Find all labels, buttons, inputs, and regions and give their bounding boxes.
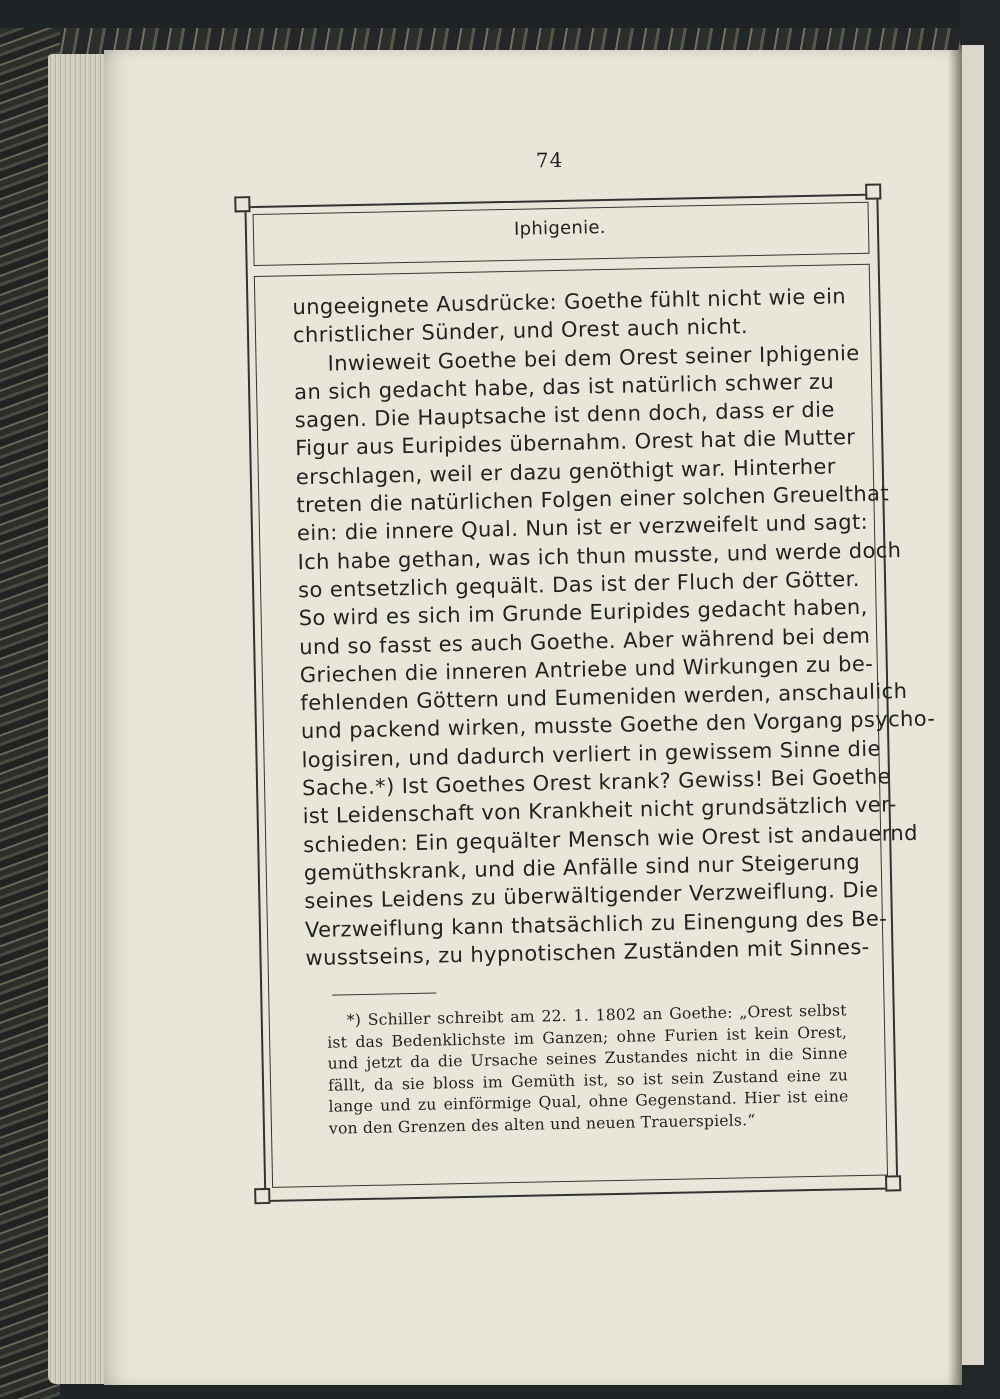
frame-corner-bottom-left [254, 1188, 270, 1204]
text-line: sagen. Die Hauptsache ist denn doch, dass er die [294, 397, 835, 433]
text-line: Figur aus Euripides übernahm. Orest hat die Mutter [295, 425, 856, 461]
text-line: seines Leidens zu überwältigender Verzweiflung. Die [304, 877, 879, 914]
text-line: Verzweiflung kann thatsächlich zu Einengung des Be- [304, 906, 888, 942]
page-number: 74 [535, 147, 564, 173]
text-line: erschlagen, weil er dazu genöthigt war. Hinterher [295, 454, 837, 490]
text-line: Inwieweit Goethe bei dem Orest seiner Iphigenie [327, 340, 860, 376]
text-line: und so fasst es auch Goethe. Aber während bei dem [299, 623, 871, 659]
frame-corner-top-left [234, 196, 250, 212]
text-line: gemüthskrank, und die Anfälle sind nur Steigerung [303, 849, 861, 886]
footnote [327, 1000, 849, 1140]
text-line: ein: die innere Qual. Nun ist er verzweifelt und sagt: [296, 510, 869, 546]
text-line: So wird es sich im Grunde Euripides gedacht haben, [298, 595, 868, 631]
text-line: wusstseins, zu hypnotischen Zuständen mit Sinnes- [305, 934, 870, 970]
text-line: so entsetzlich gequält. Das ist der Fluch der Götter. [297, 566, 861, 603]
text-line: Griechen die inneren Antriebe und Wirkungen zu be- [299, 651, 874, 688]
frame-corner-bottom-right [885, 1175, 901, 1191]
text-line: christlicher Sünder, und Orest auch nicht. [292, 314, 749, 348]
footnote-line: fällt, da sie bloss im Gemüth ist, so ist sein Zustand eine zu [327, 1066, 849, 1095]
text-line: Sache.*) Ist Goethes Orest krank? Gewiss! Bei Goethe [301, 764, 892, 801]
text-line: Ich habe gethan, was ich thun musste, und werde doch [297, 537, 902, 574]
text-line: und packend wirken, musste Goethe den Vorgang psycho- [300, 706, 936, 744]
text-line: schieden: Ein gequälter Mensch wie Orest ist andauernd [303, 820, 919, 857]
footnote-line: und jetzt da die Ursache seines Zustandes nicht in die Sinne [327, 1044, 848, 1073]
running-title: Iphigenie. [513, 216, 607, 240]
frame-corner-top-right [865, 183, 881, 199]
text-line: an sich gedacht habe, das ist natürlich schwer zu [293, 369, 835, 405]
text-line: logisiren, und dadurch verliert in gewissem Sinne die [301, 736, 882, 772]
text-line: fehlenden Göttern und Eumeniden werden, anschaulich [300, 679, 908, 716]
text-line: ungeeignete Ausdrücke: Goethe fühlt nicht wie ein [292, 284, 847, 320]
footnote-line: *) Schiller schreibt am 22. 1. 1802 an Goethe: „Orest selbst [346, 1001, 847, 1030]
text-line: ist Leidenschaft von Krankheit nicht grundsätzlich ver- [302, 792, 898, 829]
footnote-line: lange und zu einförmige Qual, ohne Gegenstand. Hier ist eine [328, 1087, 849, 1117]
footnote-line: von den Grenzen des alten und neuen Trauerspiels.“ [328, 1111, 756, 1138]
footnote-line: ist das Bedenklichste im Ganzen; ohne Furien ist kein Orest, [327, 1022, 848, 1052]
text-line: treten die natürlichen Folgen einer solchen Greuelthat [296, 481, 890, 518]
body-text [292, 282, 936, 972]
